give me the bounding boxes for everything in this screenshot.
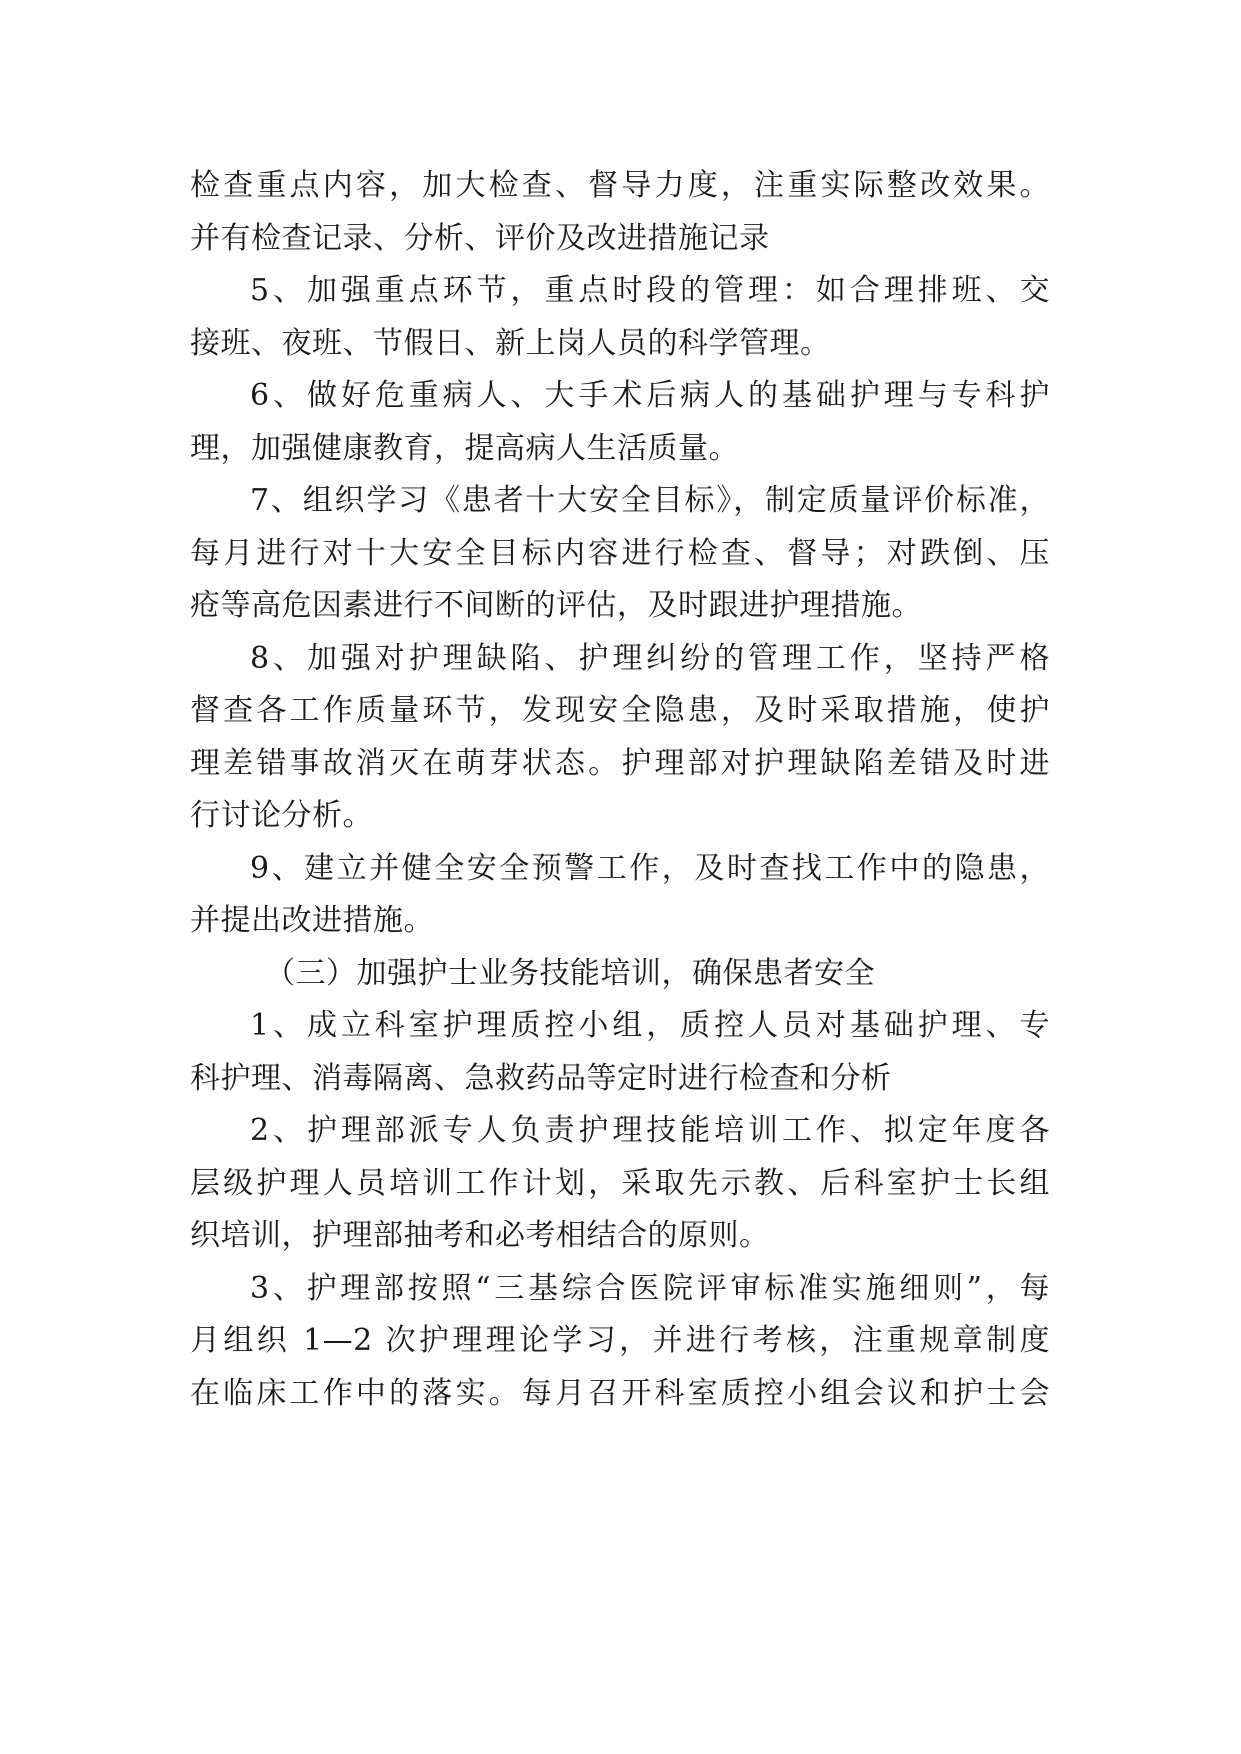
text-line: 行讨论分析。	[190, 798, 373, 833]
text-line: 接班、夜班、节假日、新上岗人员的科学管理。	[190, 325, 831, 361]
text-line: 9、建立并健全安全预警工作，及时查找工作中的隐患，	[250, 850, 1050, 886]
text-line: 层级护理人员培训工作计划，采取先示教、后科室护士长组	[190, 1165, 1050, 1201]
text-line: 理，加强健康教育，提高病人生活质量。	[190, 430, 739, 466]
text-line: 督查各工作质量环节，发现安全隐患，及时采取措施，使护	[190, 693, 1050, 728]
text-line: 并提出改进措施。	[190, 903, 434, 938]
text-line: 8、加强对护理缺陷、护理纠纷的管理工作，坚持严格	[250, 640, 1050, 676]
text-line: 疮等高危因素进行不间断的评估，及时跟进护理措施。	[190, 588, 922, 623]
text-line: 并有检查记录、分析、评价及改进措施记录	[190, 220, 770, 256]
text-line: 月组织 1—2 次护理理论学习，并进行考核，注重规章制度	[190, 1323, 1050, 1358]
document-page	[190, 160, 1050, 1420]
text-line: 5、加强重点环节，重点时段的管理：如合理排班、交	[250, 273, 1050, 308]
text-line: 每月进行对十大安全目标内容进行检查、督导；对跌倒、压	[190, 535, 1050, 571]
text-line: 科护理、消毒隔离、急救药品等定时进行检查和分析	[190, 1060, 892, 1096]
section-heading: （三）加强护士业务技能培训，确保患者安全	[265, 955, 875, 991]
text-line: 检查重点内容，加大检查、督导力度，注重实际整改效果。	[190, 168, 1050, 203]
text-line: 织培训，护理部抽考和必考相结合的原则。	[190, 1218, 770, 1253]
text-line: 2、护理部派专人负责护理技能培训工作、拟定年度各	[250, 1113, 1050, 1148]
text-line: 7、组织学习《患者十大安全目标》，制定质量评价标准，	[250, 483, 1050, 518]
text-line: 1、成立科室护理质控小组，质控人员对基础护理、专	[250, 1008, 1050, 1043]
text-line: 3、护理部按照“三基综合医院评审标准实施细则”，每	[250, 1270, 1050, 1306]
text-line: 理差错事故消灭在萌芽状态。护理部对护理缺陷差错及时进	[190, 745, 1050, 781]
text-line: 在临床工作中的落实。每月召开科室质控小组会议和护士会	[190, 1375, 1050, 1411]
text-line: 6、做好危重病人、大手术后病人的基础护理与专科护	[250, 378, 1050, 413]
